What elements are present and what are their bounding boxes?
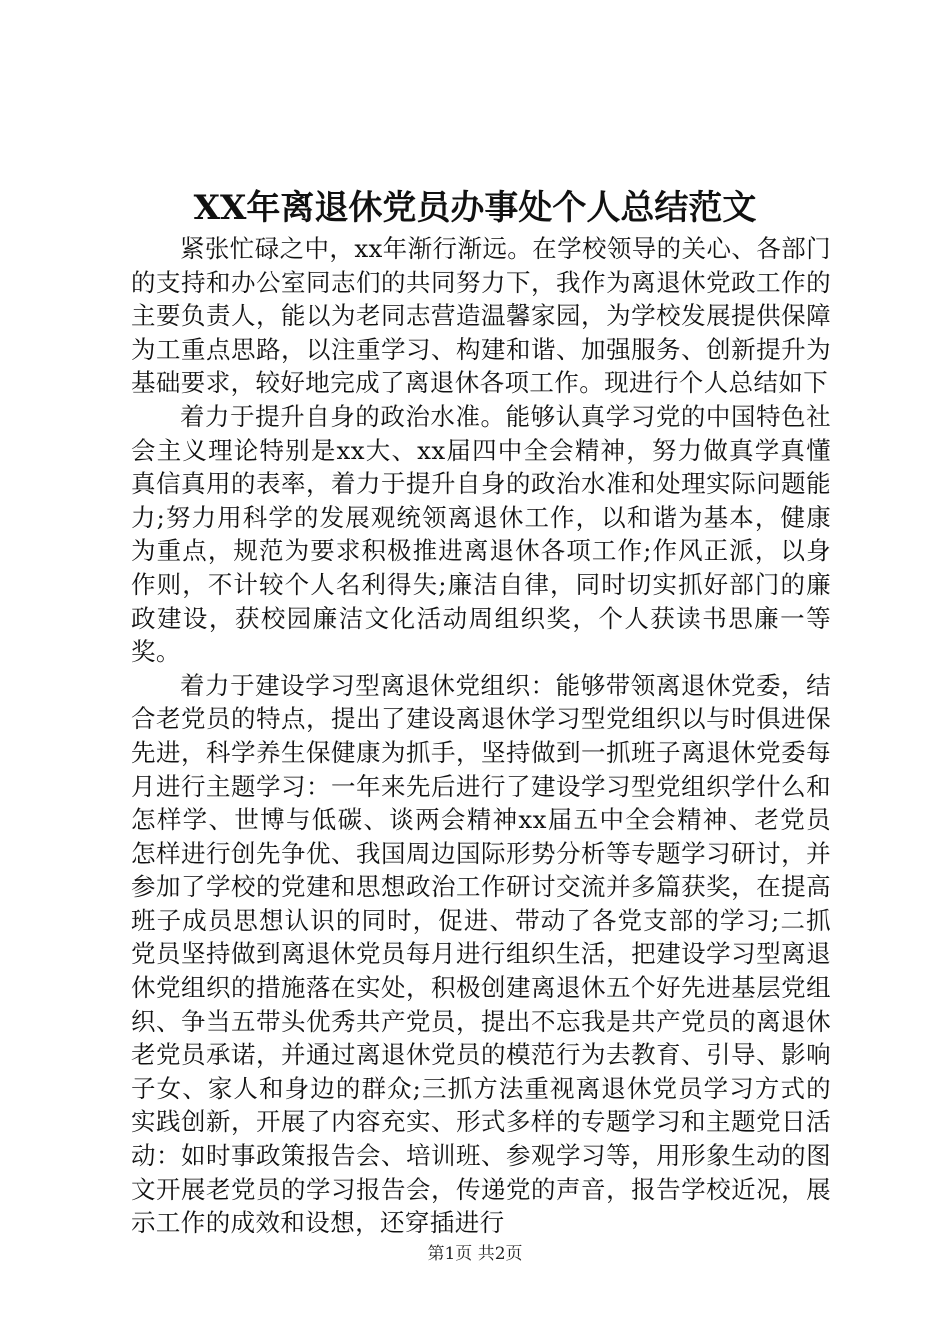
document-title: XX年离退休党员办事处个人总结范文 xyxy=(193,188,757,228)
paragraph-learning-organization: 着力于建设学习型离退休党组织：能够带领离退休党委，结合老党员的特点，提出了建设离退休学习型党组织以与时俱进保先进，科学养生保健康为抓手，坚持做到一抓班子离退休党委每月进行主题学习：一年来先后进行了建设学习型党组织学什么和怎样学、世博与低碳、谈两会精神xx届五中全会精神、老党员怎样进行创先争优、我国周边国际形势分析等专题学习研讨，并参加了学校的党建和思想政治工作研讨交流并多篇获奖，在提高班子成员思想认识的同时，促进、带动了各党支部的学习;二抓党员坚持做到离退休党员每月进行组织生活，把建设学习型离退休党组织的措施落在实处，积极创建离退休五个好先进基层党组织、争当五带头优秀共产党员，提出不忘我是共产党员的离退休老党员承诺，并通过离退休党员的模范行为去教育、引导、影响子女、家人和身边的群众;三抓方法重视离退休党员学习方式的实践创新，开展了内容充实、形式多样的专题学习和主题党日活动：如时事政策报告会、培训班、参观学习等，用形象生动的图文开展老党员的学习报告会，传递党的声音，报告学校近况，展示工作的成效和设想，还穿插进行 xyxy=(131,670,831,1238)
document-body xyxy=(131,232,831,1240)
paragraph-political-standard: 着力于提升自身的政治水准。能够认真学习党的中国特色社会主义理论特别是xx大、xx届四中全会精神，努力做真学真懂真信真用的表率，着力于提升自身的政治水准和处理实际问题能力;努力用科学的发展观统领离退休工作，以和谐为基本，健康为重点，规范为要求积极推进离退休各项工作;作风正派，以身作则，不计较个人名利得失;廉洁自律，同时切实抓好部门的廉政建设，获校园廉洁文化活动周组织奖，个人获读书思廉一等奖。 xyxy=(131,401,831,667)
paragraph-intro: 紧张忙碌之中，xx年渐行渐远。在学校领导的关心、各部门的支持和办公室同志们的共同努力下，我作为离退休党政工作的主要负责人，能以为老同志营造温馨家园，为学校发展提供保障为工重点思路，以注重学习、构建和谐、加强服务、创新提升为基础要求，较好地完成了离退休各项工作。现进行个人总结如下 xyxy=(131,234,831,398)
page-footer: 第1页 共2页 xyxy=(427,1244,523,1264)
